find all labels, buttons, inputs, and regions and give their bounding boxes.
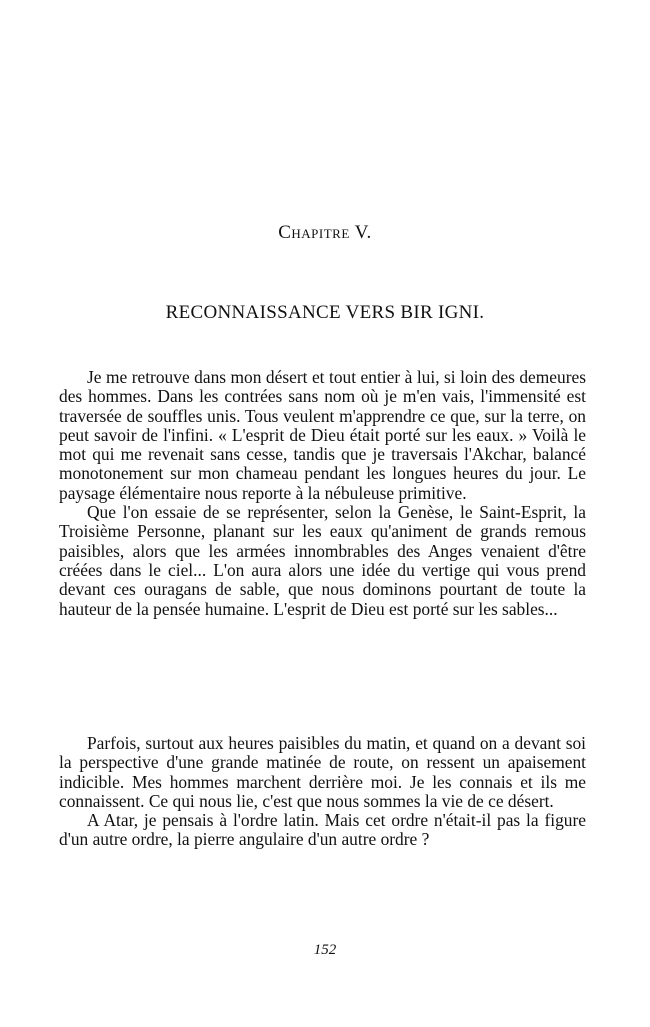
text-block-2 [59, 734, 586, 850]
chapter-word: Chapitre [278, 222, 350, 243]
paragraph: Parfois, surtout aux heures paisibles du matin, et quand on a devant soi la perspective d'une grande matinée de route, on ressent un apaisement indicible. Mes hommes marchent derrière moi. Je les connais et ils me connaissent. Ce qui nous lie, c'est que nous sommes la vie de ce désert. [59, 733, 586, 811]
paragraph: Je me retrouve dans mon désert et tout entier à lui, si loin des demeures des hommes. Dans les contrées sans nom où je m'en vais, l'immensité est traversée de souffles unis. Tous veulent m'apprendre ce que, sur la terre, on peut savoir de l'infini. « L'esprit de Dieu était porté sur les eaux. » Voilà le mot qui me revenait sans cesse, tandis que je traversais l'Akchar, balancé monotonement sur mon chameau pendant les longues heures du jour. Le paysage élémentaire nous reporte à la nébuleuse primitive. [59, 367, 586, 503]
paragraph: A Atar, je pensais à l'ordre latin. Mais cet ordre n'était-il pas la figure d'un autre ordre, la pierre angulaire d'un autre ordre ? [59, 810, 586, 850]
chapter-number: V. [354, 222, 372, 243]
page-number: 152 [313, 942, 337, 958]
chapter-heading [0, 222, 650, 244]
paragraph: Que l'on essaie de se représenter, selon la Genèse, le Saint-Esprit, la Troisième Personne, planant sur les eaux qu'animent de grands remous paisibles, alors que les armées innombrables des Anges venaient d'être créées dans le ciel... L'on aura alors une idée du vertige qui vous prend devant ces ouragans de sable, que nous dominons pourtant de toute la hauteur de la pensée humaine. L'esprit de Dieu est porté sur les sables... [59, 502, 586, 619]
text-block-1 [59, 368, 586, 619]
chapter-title: RECONNAISSANCE VERS BIR IGNI. [165, 302, 485, 323]
